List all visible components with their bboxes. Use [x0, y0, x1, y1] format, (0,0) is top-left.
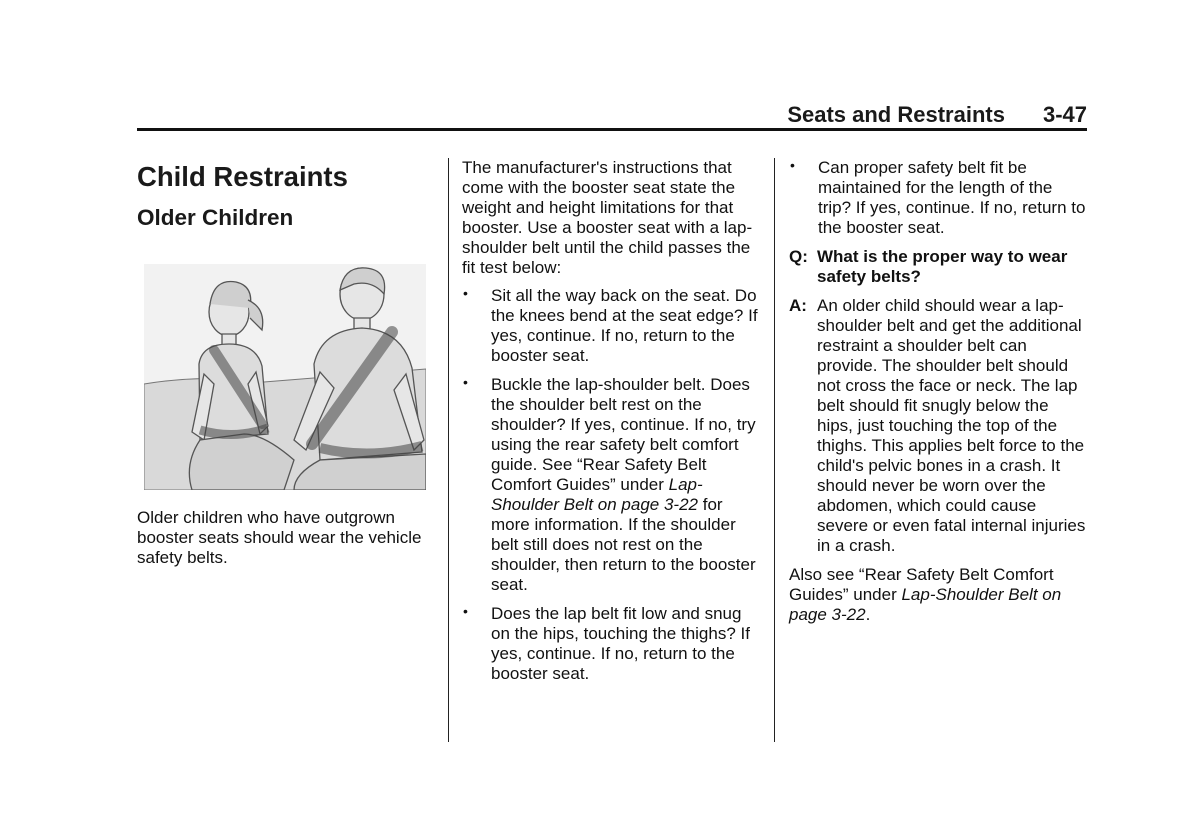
column-2: [462, 158, 762, 693]
subsection-heading: Older Children: [137, 205, 294, 230]
bullet-glyph: •: [463, 285, 468, 301]
illustration-caption: Older children who have outgrown booster seats should wear the vehicle safety belts.: [137, 508, 422, 567]
answer-text: An older child should wear a lap-shoulder belt and get the additional restraint a shoulder belt can provide. The shoulder belt should not cross the face or neck. The lap belt should fit snugly below the hips, just touching the top of the thighs. This applies belt force to the child's pelvic bones in a crash. It should never be worn over the abdomen, which could cause severe or even fatal internal injuries in a crash.: [817, 296, 1086, 555]
list-item-text: Can proper safety belt fit be maintained for the length of the trip? If yes, continue. If no, return to the booster seat.: [818, 158, 1086, 237]
section-heading: Child Restraints: [137, 161, 348, 192]
question-text: What is the proper way to wear safety belts?: [817, 247, 1068, 286]
question-label: Q:: [789, 247, 808, 266]
also-see-end: .: [865, 605, 871, 624]
also-see-text: Also see “Rear Safety Belt Comfort Guides” under: [789, 565, 1054, 604]
children-safety-belt-illustration: [144, 264, 426, 490]
column-divider-1: [448, 158, 449, 742]
cross-reference-link[interactable]: Lap-Shoulder Belt on page 3-22: [491, 475, 703, 514]
also-see-paragraph: [789, 565, 1087, 625]
list-item-text: for more information. If the shoulder belt still does not rest on the shoulder, then return to the booster seat.: [491, 495, 756, 594]
intro-paragraph: The manufacturer's instructions that come with the booster seat state the weight and height limitations for that booster. Use a booster seat with a lap-shoulder belt until the child passes the fit test below:: [462, 158, 753, 277]
running-header: [137, 102, 1087, 128]
bullet-glyph: •: [790, 157, 795, 173]
list-item: [789, 158, 1087, 238]
list-item-text: Sit all the way back on the seat. Do the knees bend at the seat edge? If yes, continue. If no, return to the booster seat.: [491, 286, 758, 365]
header-rule: [137, 128, 1087, 131]
fit-test-list-continued: [789, 158, 1087, 238]
column-divider-2: [774, 158, 775, 742]
column-1: [137, 158, 432, 568]
column-3: [789, 158, 1087, 625]
question-block: [789, 247, 1087, 287]
section-title: Seats and Restraints: [787, 102, 1005, 127]
cross-reference-link[interactable]: Lap-Shoulder Belt on page 3-22: [789, 585, 1062, 624]
list-item: [462, 286, 762, 366]
bullet-glyph: •: [463, 374, 468, 390]
answer-block: [789, 296, 1087, 556]
answer-label: A:: [789, 296, 807, 315]
list-item: [462, 604, 762, 684]
list-item-text: Buckle the lap-shoulder belt. Does the shoulder belt rest on the shoulder? If yes, continue. If no, try using the rear safety belt comfort guide. See “Rear Safety Belt Comfort Guides” under: [491, 375, 756, 494]
page-number: 3-47: [1042, 102, 1087, 127]
list-item: [462, 375, 762, 595]
bullet-glyph: •: [463, 603, 468, 619]
list-item-text: Does the lap belt fit low and snug on the hips, touching the thighs? If yes, continue. If no, return to the booster seat.: [491, 604, 750, 683]
fit-test-list: [462, 286, 762, 684]
